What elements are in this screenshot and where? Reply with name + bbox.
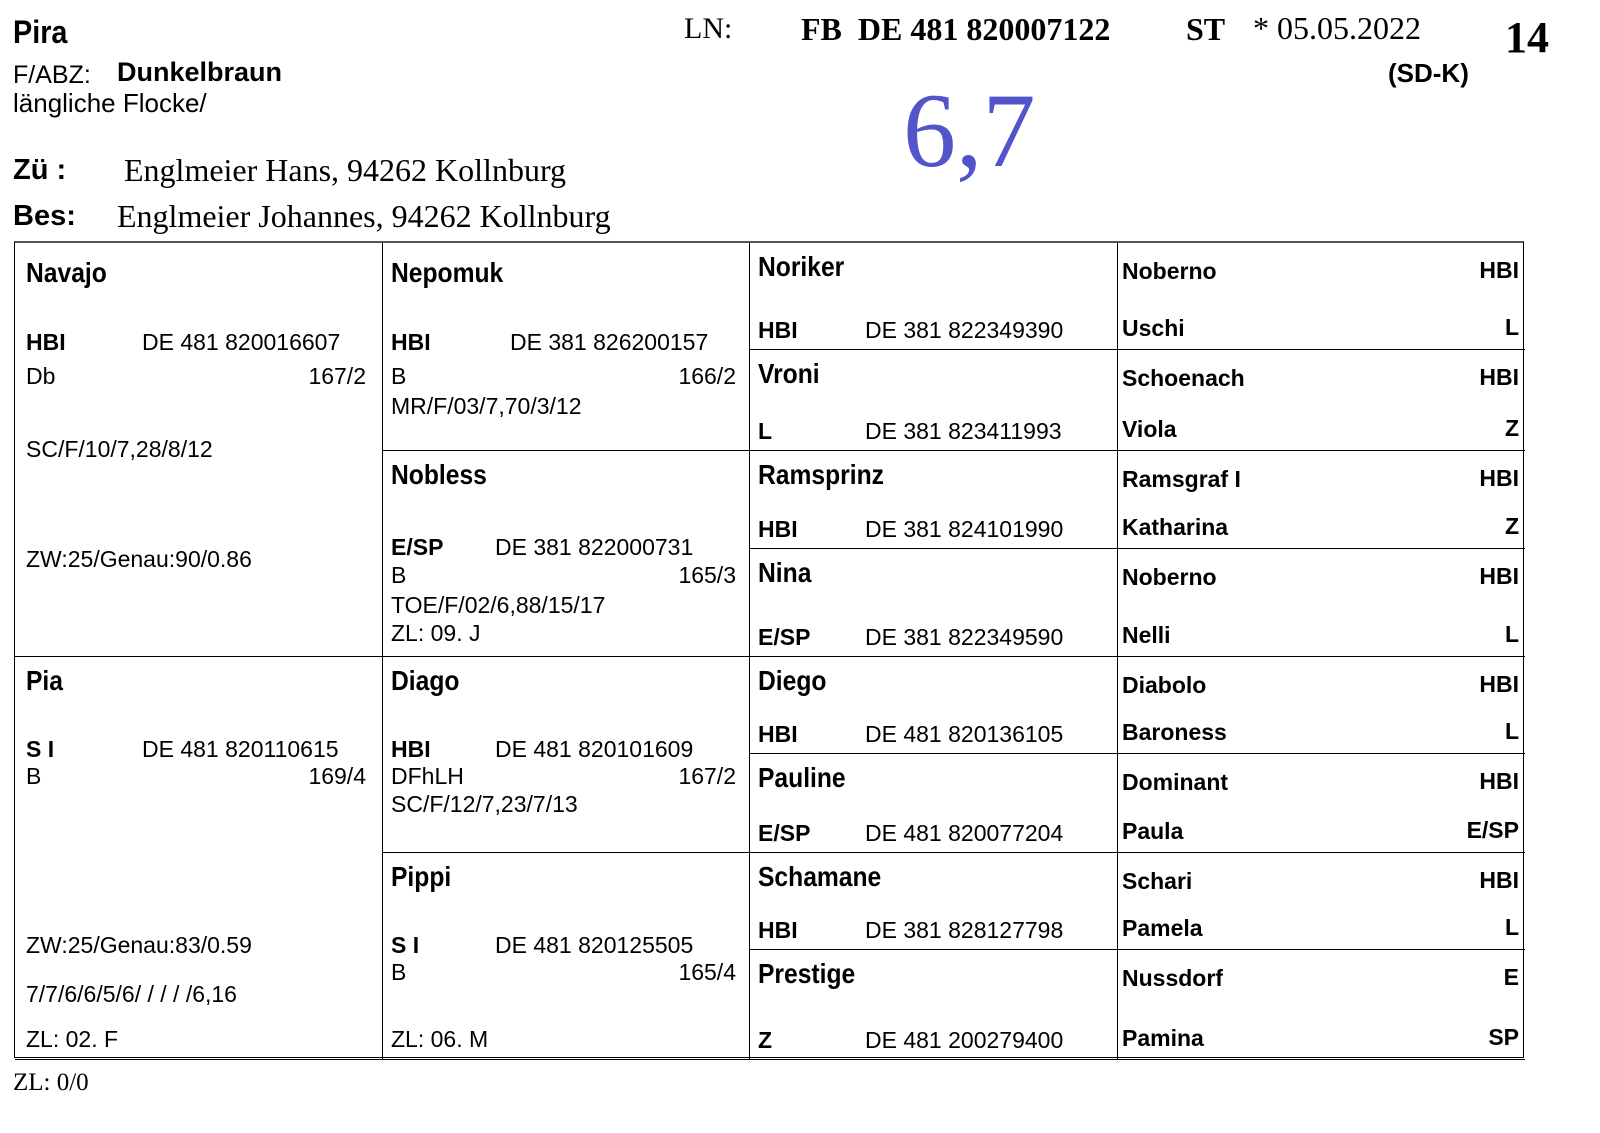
dam-breed-code: SP — [1488, 1024, 1519, 1050]
dam-breed-code: E/SP — [1466, 817, 1519, 843]
pedigree-gen3-cell — [750, 350, 1118, 451]
sire-name: Dominant — [1122, 769, 1229, 795]
pedigree-gen2-cell — [383, 451, 750, 657]
sire-name: Ramsgraf I — [1122, 466, 1241, 492]
dam-breed-code: Z — [1504, 513, 1519, 539]
registration-number: DE 481 820077204 — [865, 820, 1064, 846]
st-label: ST — [1186, 11, 1226, 47]
pedigree-gen4-cell — [1118, 451, 1525, 549]
height-measure: 167/2 — [308, 363, 366, 389]
pedigree-gen4-cell — [1118, 754, 1525, 853]
coat-color: B — [391, 363, 407, 389]
dam-name: Katharina — [1122, 514, 1229, 540]
coat-color: B — [26, 763, 42, 789]
registration-number: DE 381 822000731 — [495, 534, 694, 560]
pedigree-gen1-cell — [15, 657, 383, 1060]
performance-info: ZW:25/Genau:83/0.59 — [26, 932, 252, 958]
dam-name: Paula — [1122, 818, 1184, 844]
dam-name: Viola — [1122, 416, 1177, 442]
owner-value: Englmeier Johannes, 94262 Kollnburg — [117, 198, 611, 234]
registration-number: DE 381 826200157 — [510, 329, 709, 355]
pedigree-gen2-cell — [383, 657, 750, 853]
breed-code: S I — [26, 736, 55, 762]
horse-name: Noriker — [758, 251, 845, 282]
marking: längliche Flocke/ — [13, 88, 207, 118]
dam-name: Uschi — [1122, 315, 1185, 341]
pedigree-gen2-cell — [383, 853, 750, 1060]
pedigree-gen4-cell — [1118, 350, 1525, 451]
registration-number: DE 481 820110615 — [142, 736, 339, 762]
horse-name: Nina — [758, 557, 812, 588]
score: 6,7 — [903, 72, 1036, 189]
horse-name: Pira — [13, 14, 68, 50]
ln-value: FB DE 481 820007122 — [801, 11, 1111, 47]
horse-name: Nepomuk — [391, 257, 504, 288]
performance-info: ZL: 09. J — [391, 620, 481, 646]
horse-name: Vroni — [758, 358, 820, 389]
dam-breed-code: L — [1504, 914, 1519, 940]
birth-date: * 05.05.2022 — [1253, 10, 1421, 46]
pedigree-gen3-cell — [750, 657, 1118, 754]
horse-name: Pia — [26, 665, 63, 696]
dam-breed-code: Z — [1504, 415, 1519, 441]
pedigree-gen3-cell — [750, 754, 1118, 853]
pedigree-gen4-cell — [1118, 549, 1525, 657]
ln-label: LN: — [684, 12, 733, 45]
breed-code: HBI — [758, 721, 798, 747]
height-measure: 165/4 — [678, 959, 736, 985]
performance-info: ZL: 06. M — [391, 1026, 489, 1052]
sire-name: Diabolo — [1122, 672, 1207, 698]
sire-breed-code: HBI — [1479, 465, 1519, 491]
color-value: Dunkelbraun — [117, 57, 283, 87]
registration-number: DE 381 824101990 — [865, 516, 1064, 542]
sire-name: Nussdorf — [1122, 965, 1223, 991]
dam-name: Pamina — [1122, 1025, 1204, 1051]
performance-info: ZW:25/Genau:90/0.86 — [26, 546, 252, 572]
performance-info: SC/F/10/7,28/8/12 — [26, 436, 213, 462]
coat-color: DFhLH — [391, 763, 464, 789]
performance-info: SC/F/12/7,23/7/13 — [391, 791, 578, 817]
color-label: F/ABZ: — [13, 61, 91, 89]
breed-code: HBI — [758, 317, 798, 343]
breed-code: Z — [758, 1027, 773, 1053]
breed-code: (SD-K) — [1388, 58, 1469, 88]
breeder-label: Zü : — [13, 154, 67, 186]
registration-number: DE 481 820101609 — [495, 736, 694, 762]
breed-code: HBI — [758, 516, 798, 542]
performance-info: MR/F/03/7,70/3/12 — [391, 393, 582, 419]
coat-color: Db — [26, 363, 56, 389]
height-measure: 169/4 — [308, 763, 366, 789]
breed-code: HBI — [26, 329, 66, 355]
dam-breed-code: L — [1504, 314, 1519, 340]
performance-info: TOE/F/02/6,88/15/17 — [391, 592, 606, 618]
horse-name: Navajo — [26, 257, 107, 288]
performance-info: ZL: 02. F — [26, 1026, 119, 1052]
sire-breed-code: HBI — [1479, 257, 1519, 283]
horse-name: Diego — [758, 665, 827, 696]
pedigree-gen1-cell — [15, 243, 383, 657]
registration-number: DE 381 828127798 — [865, 917, 1064, 943]
sire-breed-code: E — [1503, 964, 1519, 990]
horse-name: Prestige — [758, 958, 856, 989]
pedigree-table — [14, 241, 1524, 1058]
horse-name: Schamane — [758, 861, 882, 892]
pedigree-gen3-cell — [750, 451, 1118, 549]
coat-color: B — [391, 959, 407, 985]
breed-code: E/SP — [758, 624, 811, 650]
pedigree-gen3-cell — [750, 853, 1118, 950]
sire-name: Noberno — [1122, 564, 1217, 590]
sire-breed-code: HBI — [1479, 671, 1519, 697]
sire-name: Noberno — [1122, 258, 1217, 284]
sire-name: Schoenach — [1122, 365, 1245, 391]
pedigree-gen4-cell — [1118, 853, 1525, 950]
dam-breed-code: L — [1504, 621, 1519, 647]
registration-number: DE 381 822349390 — [865, 317, 1064, 343]
breed-code: E/SP — [391, 534, 444, 560]
horse-name: Nobless — [391, 459, 487, 490]
breed-code: HBI — [758, 917, 798, 943]
pedigree-gen2-cell — [383, 243, 750, 451]
coat-color: B — [391, 562, 407, 588]
dam-name: Pamela — [1122, 915, 1203, 941]
sire-breed-code: HBI — [1479, 364, 1519, 390]
dam-breed-code: L — [1504, 718, 1519, 744]
registration-number: DE 381 823411993 — [865, 418, 1062, 444]
registration-number: DE 481 200279400 — [865, 1027, 1064, 1053]
footer-zl: ZL: 0/0 — [13, 1069, 89, 1096]
sire-breed-code: HBI — [1479, 867, 1519, 893]
breeder-value: Englmeier Hans, 94262 Kollnburg — [124, 152, 567, 188]
dam-name: Baroness — [1122, 719, 1227, 745]
horse-name: Diago — [391, 665, 460, 696]
horse-name: Pauline — [758, 762, 846, 793]
sire-breed-code: HBI — [1479, 768, 1519, 794]
pedigree-gen3-cell — [750, 243, 1118, 350]
pedigree-gen4-cell — [1118, 657, 1525, 754]
sire-breed-code: HBI — [1479, 563, 1519, 589]
catalog-number: 14 — [1505, 13, 1549, 62]
registration-number: DE 481 820016607 — [142, 329, 341, 355]
height-measure: 165/3 — [678, 562, 736, 588]
pedigree-gen3-cell — [750, 549, 1118, 657]
breed-code: HBI — [391, 329, 431, 355]
horse-name: Pippi — [391, 861, 452, 892]
horse-name: Ramsprinz — [758, 459, 884, 490]
breed-code: E/SP — [758, 820, 811, 846]
height-measure: 166/2 — [678, 363, 736, 389]
owner-label: Bes: — [13, 200, 76, 232]
breed-code: S I — [391, 932, 420, 958]
sire-name: Schari — [1122, 868, 1193, 894]
registration-number: DE 481 820125505 — [495, 932, 694, 958]
dam-name: Nelli — [1122, 622, 1171, 648]
registration-number: DE 381 822349590 — [865, 624, 1064, 650]
height-measure: 167/2 — [678, 763, 736, 789]
pedigree-gen3-cell — [750, 950, 1118, 1060]
pedigree-gen4-cell — [1118, 243, 1525, 350]
registration-number: DE 481 820136105 — [865, 721, 1064, 747]
breed-code: L — [758, 418, 773, 444]
pedigree-gen4-cell — [1118, 950, 1525, 1060]
breed-code: HBI — [391, 736, 431, 762]
performance-info: 7/7/6/6/5/6/ / / / /6,16 — [26, 981, 237, 1007]
